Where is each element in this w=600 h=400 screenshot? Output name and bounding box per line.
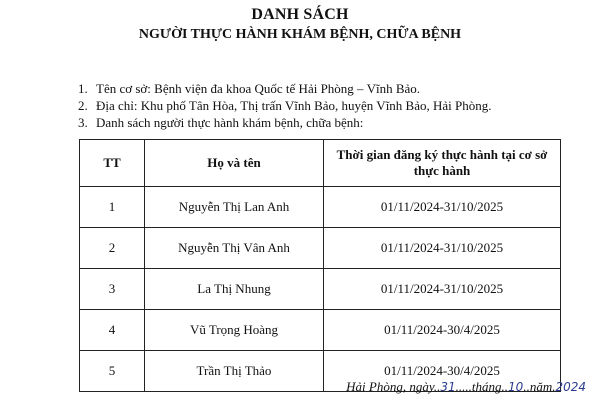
info-text: Địa chỉ: Khu phố Tân Hòa, Thị trấn Vĩnh Bảo, huyện Vĩnh Bảo, Hải Phòng. xyxy=(96,98,492,113)
table-header-row xyxy=(80,140,561,187)
info-number: 1. xyxy=(78,81,88,96)
cell-period: 01/11/2024-30/4/2025 xyxy=(324,310,561,351)
cell-tt: 3 xyxy=(80,269,145,310)
cell-name: Nguyễn Thị Vân Anh xyxy=(145,228,324,269)
table-row xyxy=(80,310,561,351)
practitioner-table xyxy=(79,139,561,392)
info-line-facility xyxy=(78,80,492,97)
cell-period: 01/11/2024-30/4/2025 xyxy=(324,351,561,392)
cell-tt: 4 xyxy=(80,310,145,351)
header-tt: TT xyxy=(80,140,145,187)
info-line-address xyxy=(78,97,492,114)
document-title: DANH SÁCH xyxy=(251,6,349,23)
date-place: Hải Phòng, ngày xyxy=(346,379,434,394)
document-subtitle: NGƯỜI THỰC HÀNH KHÁM BỆNH, CHỮA BỆNH xyxy=(138,27,462,42)
header-period: Thời gian đăng ký thực hành tại cơ sở thực hành xyxy=(324,140,561,187)
date-line: Hải Phòng, ngày..31.....tháng..10..năm.2024 xyxy=(346,379,586,394)
cell-period: 01/11/2024-31/10/2025 xyxy=(324,269,561,310)
date-year-label: năm xyxy=(529,379,553,394)
table-row xyxy=(80,228,561,269)
cell-name: Nguyễn Thị Lan Anh xyxy=(145,187,324,228)
date-month-handwritten: 10 xyxy=(508,380,524,394)
info-line-list xyxy=(78,114,492,131)
cell-period: 01/11/2024-31/10/2025 xyxy=(324,187,561,228)
info-text: Tên cơ sở: Bệnh viện đa khoa Quốc tế Hải Phòng – Vĩnh Bảo. xyxy=(96,81,421,96)
cell-name: Trần Thị Thảo xyxy=(145,351,324,392)
info-number: 3. xyxy=(78,115,88,130)
cell-tt: 1 xyxy=(80,187,145,228)
info-number: 2. xyxy=(78,98,88,113)
cell-name: La Thị Nhung xyxy=(145,269,324,310)
header-name: Họ và tên xyxy=(145,140,324,187)
cell-tt: 5 xyxy=(80,351,145,392)
table-row xyxy=(80,269,561,310)
date-month-label: tháng xyxy=(471,379,502,394)
facility-info xyxy=(78,80,492,131)
date-year-handwritten: 2024 xyxy=(555,380,586,394)
cell-period: 01/11/2024-31/10/2025 xyxy=(324,228,561,269)
date-day-handwritten: 31 xyxy=(440,380,456,394)
cell-name: Vũ Trọng Hoàng xyxy=(145,310,324,351)
info-text: Danh sách người thực hành khám bệnh, chữa bệnh: xyxy=(96,115,364,130)
cell-tt: 2 xyxy=(80,228,145,269)
table-row xyxy=(80,187,561,228)
